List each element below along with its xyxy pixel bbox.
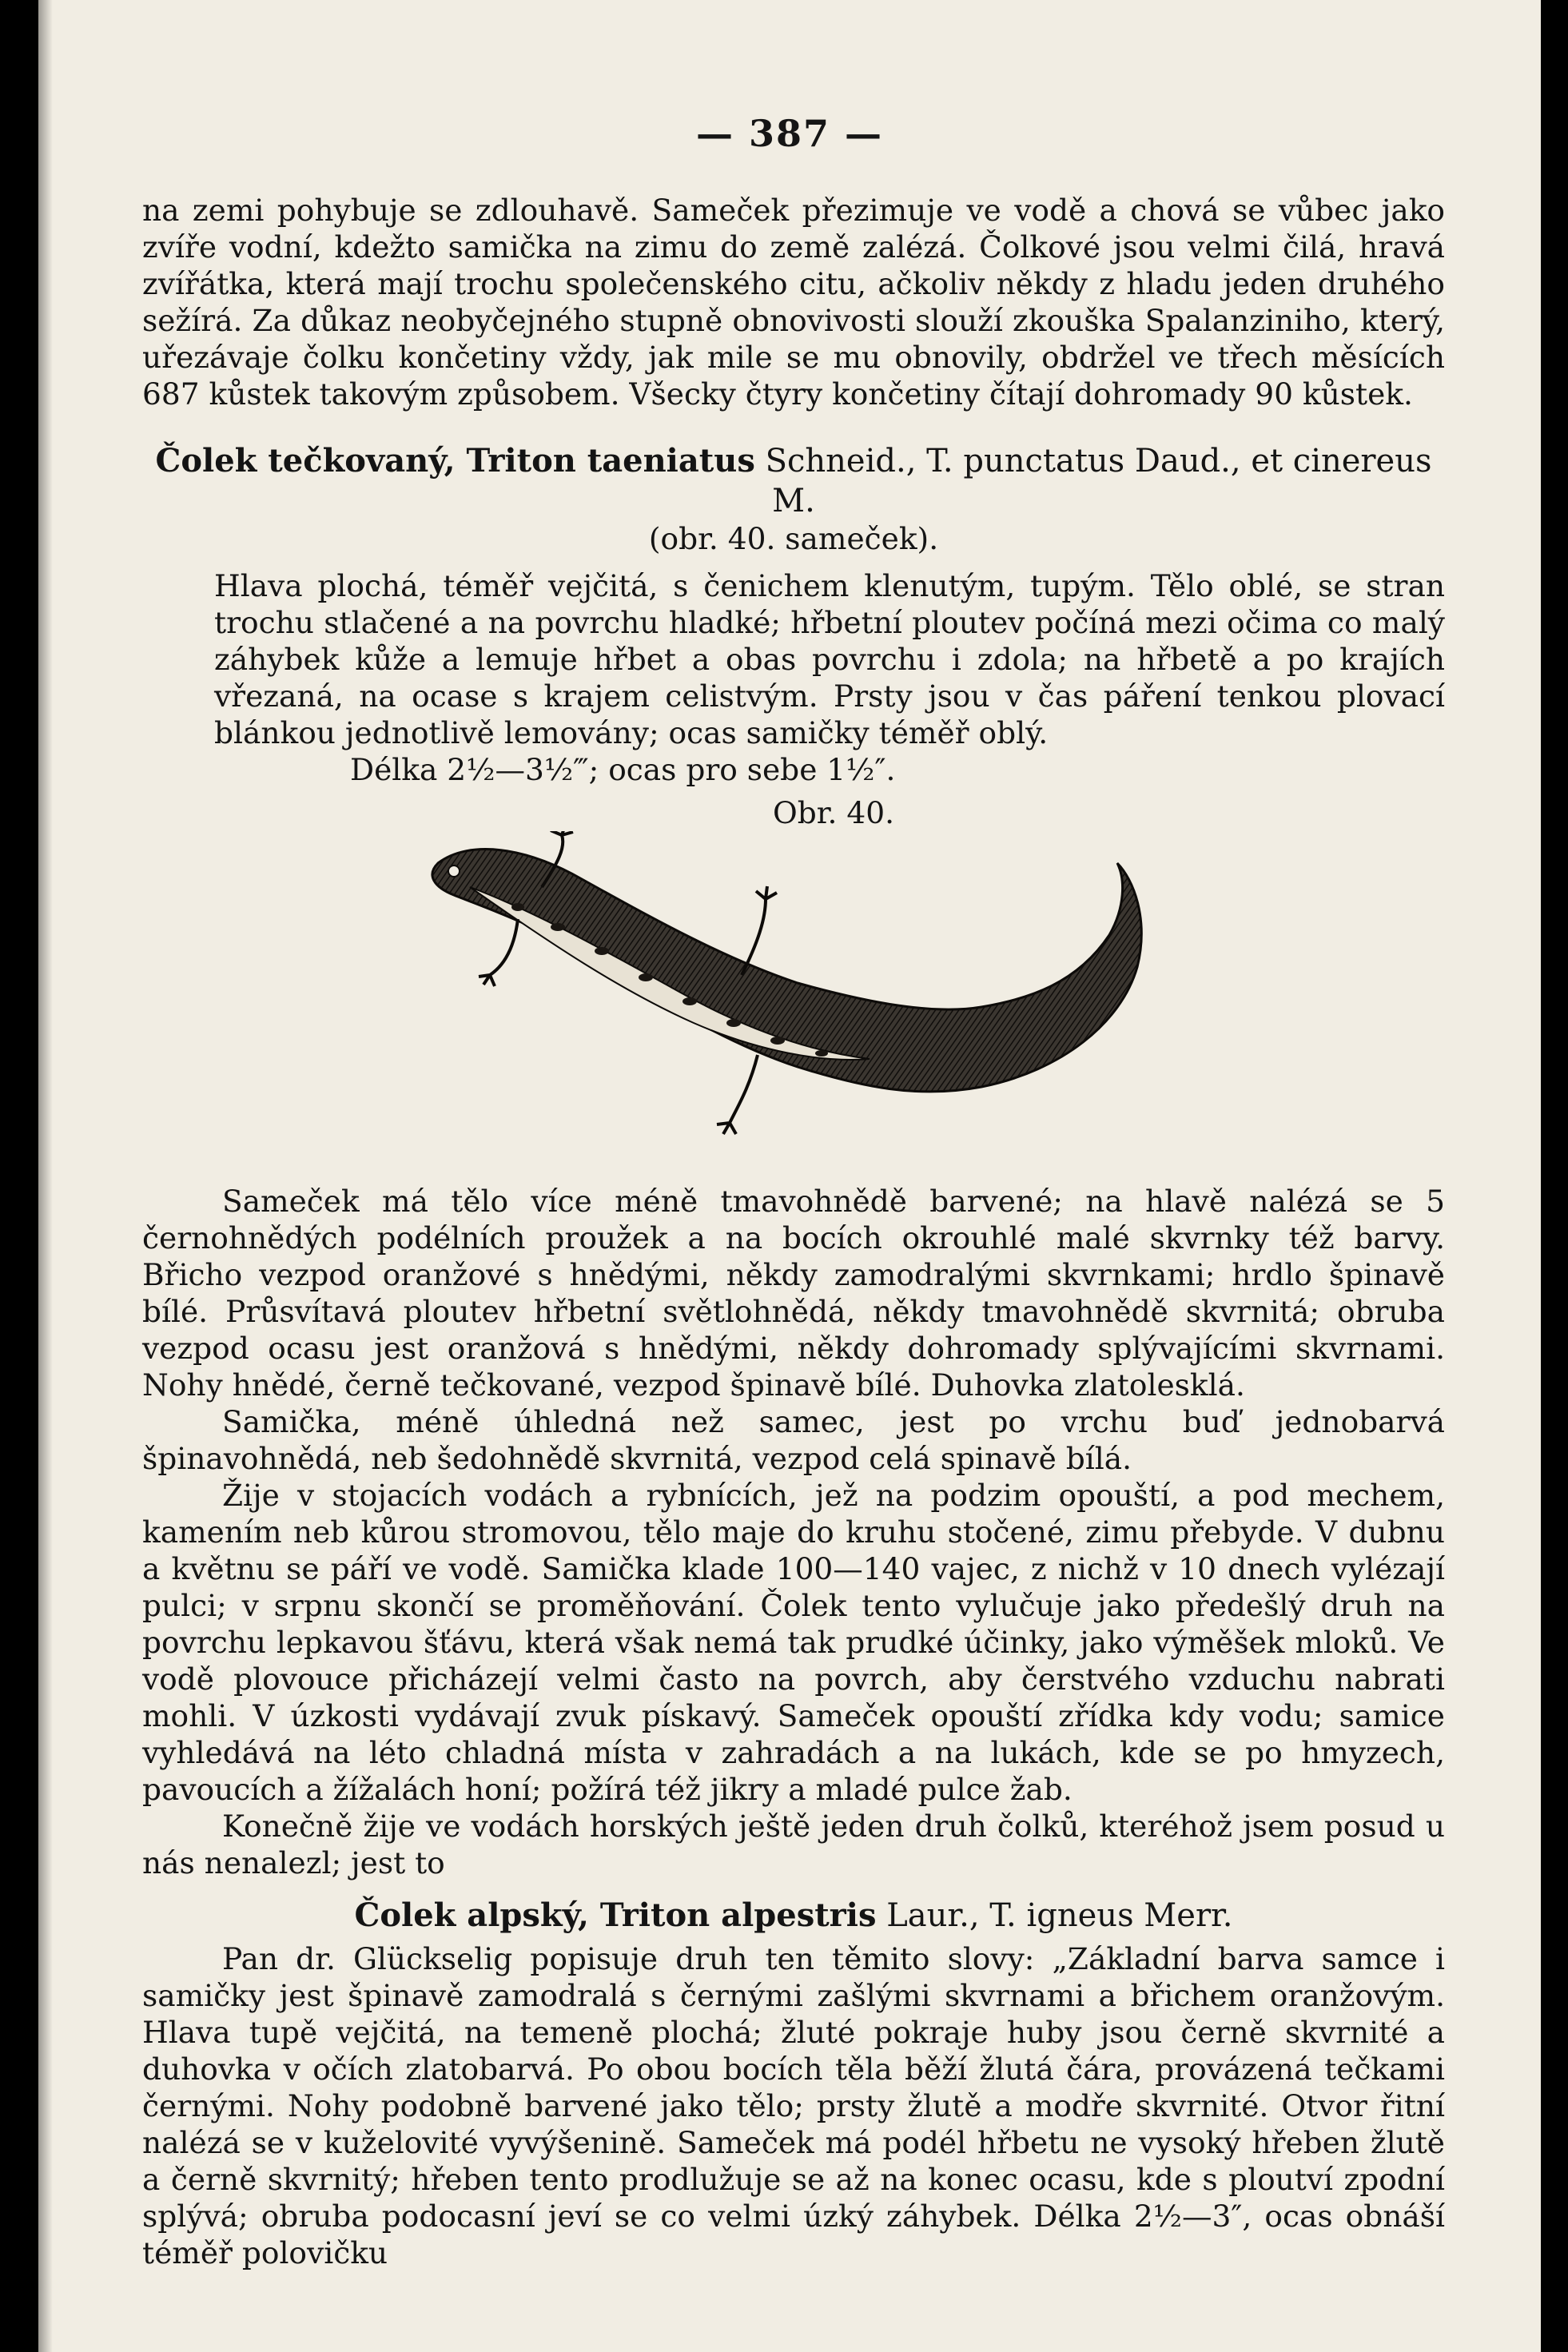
paragraph-transition: Konečně žije ve vodách horských ještě jeden druh čolků, kteréhož jsem posud u nás nenalezl; jest to [142, 1809, 1445, 1880]
page-number: — 387 — [695, 112, 884, 155]
species-heading-triton-taeniatus [142, 441, 1445, 521]
newt-body [432, 850, 1141, 1092]
species-heading-synonyms: Schneid., T. punctatus Daud., et cinereus M. [754, 443, 1432, 519]
page-edge-shadow [38, 0, 53, 2352]
paragraph-habitat: Žije v stojacích vodách a rybnících, jež na podzim opouští, a pod mechem, kamením neb kůrou stromovou, tělo maje do kruhu stočené, zimu přebyde. V dubnu a květnu se páří ve vodě. Samička klade 100—140 vajec, z nichž v 10 dnech vylézají pulci; v srpnu skončí se proměňování. Čolek tento vylučuje jako předešlý druh na povrchu lepkavou šťávu, která však nemá tak prudké účinky, jako výměšek mloků. Ve vodě plovouce přicházejí velmi často na povrch, aby čerstvého vzduchu nabrati mohli. V úzkosti vydávají zvuk pískavý. Sameček opouští zřídka kdy vodu; samice vyhledává na léto chladná místa v zahradách a na lukách, kde se po hmyzech, pavoucích a žížalách honí; požírá též jikry a mladé pulce žab. [142, 1478, 1445, 1807]
paragraph-female: Samička, méně úhledná než samec, jest po vrchu buď jednobarvá špinavohnědá, neb šedohnědě skvrnitá, vezpod celá spinavě bílá. [142, 1404, 1445, 1476]
book-page [38, 0, 1541, 2352]
figure-caption: Obr. 40. [772, 795, 895, 830]
species-heading-name-2: Čolek alpský, Triton alpestris [354, 1896, 877, 1934]
newt-illustration [422, 831, 1189, 1143]
text-block-top [142, 192, 1445, 831]
paragraph-male-coloration: Sameček má tělo více méně tmavohnědě barvené; na hlavě nalézá se 5 černohnědých podélních proužek a na bocích okrouhlé malé skvrnky též barvy. Břicho vezpod oranžové s hnědými, někdy zamodralými skvrnkami; hrdlo špinavě bílé. Průsvítavá ploutev hřbetní světlohnědá, někdy tmavohnědě skvrnitá; obruba vezpod ocasu jest oranžová s hnědými, někdy dohromady splývajícími skvrnami. Nohy hnědé, černě tečkované, vezpod špinavě bílé. Duhovka zlatolesklá. [142, 1184, 1445, 1403]
newt-eye [448, 866, 460, 877]
species-heading-name: Čolek tečkovaný, Triton taeniatus [155, 442, 755, 480]
paragraph-intro: na zemi pohybuje se zdlouhavě. Sameček přezimuje ve vodě a chová se vůbec jako zvíře vodní, kdežto samička na zimu do země zalézá. Čolkové jsou velmi čilá, hravá zvířátka, která mají trochu společenského citu, ačkoliv někdy z hladu jeden druhého sežírá. Za důkaz neobyčejného stupně obnovivosti slouží zkouška Spalanziniho, který, uřezávaje čolku končetiny vždy, jak mile se mu obnovily, obdržel ve třech měsících 687 kůstek takovým způsobem. Všecky čtyry končetiny čítají dohromady 90 kůstek. [142, 193, 1445, 412]
species-heading-figure-ref: (obr. 40. sameček). [648, 521, 939, 556]
species-description: Hlava plochá, téměř vejčitá, s čenichem klenutým, tupým. Tělo oblé, se stran trochu stlačené a na povrchu hladké; hřbetní ploutev počíná mezi očima co malý záhybek kůže a lemuje hřbet a obas povrchu i zdola; na hřbetě a po krajích vřezaná, na ocase s krajem celistvým. Prsty jsou v čas páření tenkou plovací blánkou jednotlivě lemovány; ocas samičky téměř oblý. [214, 568, 1445, 750]
text-block-bottom [142, 1183, 1445, 2271]
species-length: Délka 2½—3½‴; ocas pro sebe 1½″. [350, 752, 896, 787]
species-heading-triton-alpestris [142, 1896, 1445, 1936]
species-heading-synonyms-2: Laur., T. igneus Merr. [876, 1897, 1233, 1934]
paragraph-alpine-description: Pan dr. Glückselig popisuje druh ten těmito slovy: „Základní barva samce i samičky jest špinavě zamodralá s černými zašlými skvrnami a břichem oranžovým. Hlava tupě vejčitá, na temeně plochá; žluté pokraje huby jsou černě skvrnité a duhovka v očích zlatobarvá. Po obou bocích těla běží žlutá čára, provázená tečkami černými. Nohy podobně barvené jako tělo; prsty žlutě a modře skvrnité. Otvor řitní nalézá se v kuželovité vyvýšenině. Sameček má podél hřbetu ne vysoký hřeben žlutě a černě skvrnitý; hřeben tento prodlužuje se až na konec ocasu, kde s ploutví zpodní splývá; obruba podocasní jeví se co velmi úzký záhybek. Délka 2½—3″, ocas obnáší téměř polovičku [142, 1941, 1445, 2270]
